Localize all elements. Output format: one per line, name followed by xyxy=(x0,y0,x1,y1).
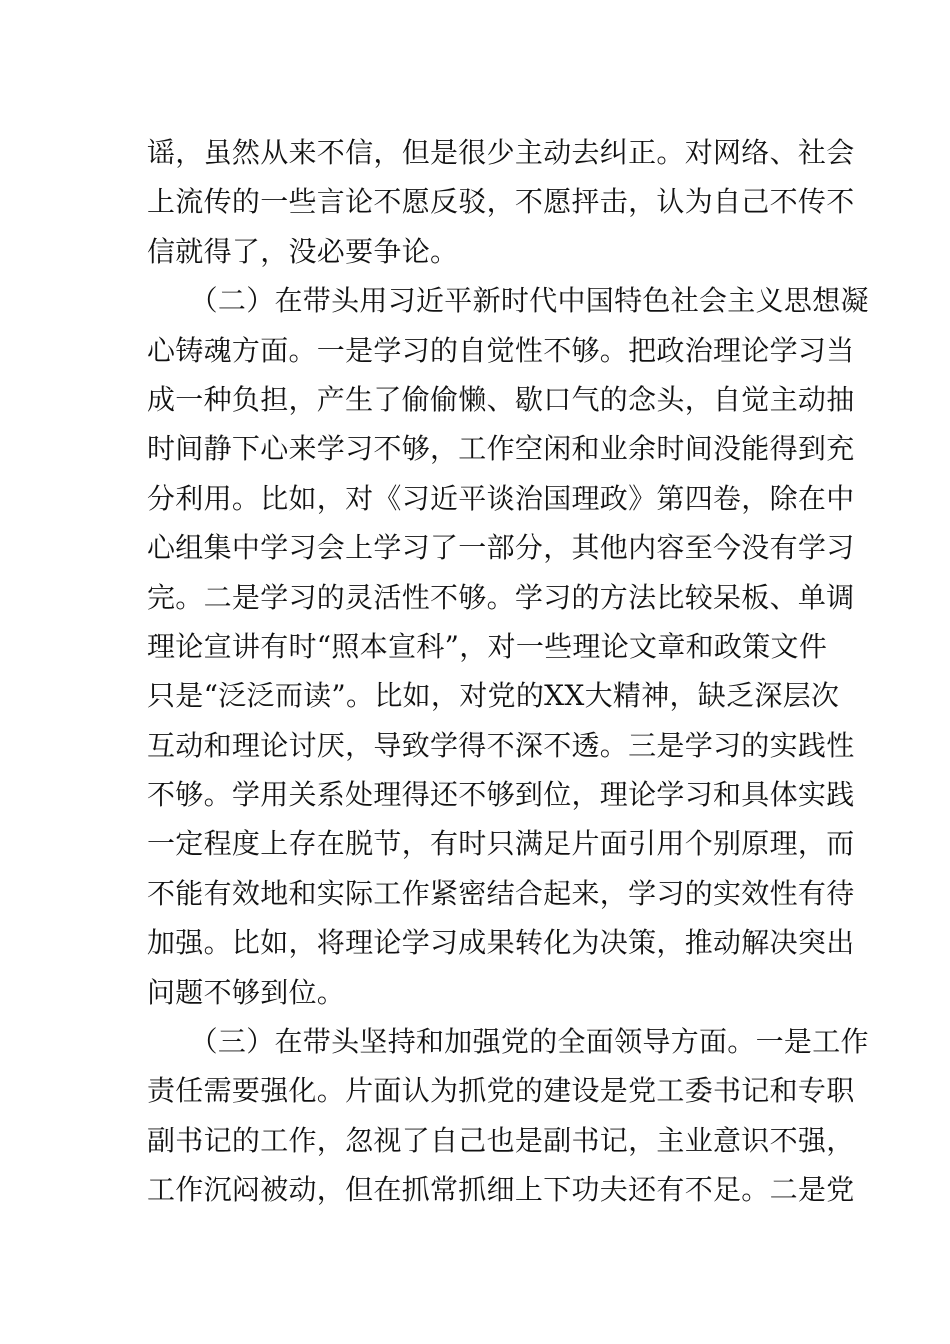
text-line: 理论宣讲有时“照本宣科”，对一些理论文章和政策文件 xyxy=(147,629,828,663)
text-line: 工作沉闷被动，但在抓常抓细上下功夫还有不足。二是党 xyxy=(147,1173,855,1207)
text-line: 问题不够到位。 xyxy=(147,975,346,1009)
text-line: 互动和理论讨厌，导致学得不深不透。三是学习的实践性 xyxy=(147,728,855,762)
text-line: 心铸魂方面。一是学习的自觉性不够。把政治理论学习当 xyxy=(147,333,855,367)
text-line: 责任需要强化。片面认为抓党的建设是党工委书记和专职 xyxy=(147,1074,855,1108)
text-line: 一定程度上存在脱节，有时只满足片面引用个别原理，而 xyxy=(147,827,855,861)
text-line: 不能有效地和实际工作紧密结合起来，学习的实效性有待 xyxy=(147,876,855,910)
text-line: 只是“泛泛而读”。比如，对党的XX大精神，缺乏深层次 xyxy=(147,679,840,713)
body-text xyxy=(147,128,869,1215)
text-line: （三）在带头坚持和加强党的全面领导方面。一是工作 xyxy=(147,1025,869,1059)
text-line: 时间静下心来学习不够，工作空闲和业余时间没能得到充 xyxy=(147,432,855,466)
text-line: 信就得了，没必要争论。 xyxy=(147,234,459,268)
text-line: 成一种负担，产生了偷偷懒、歇口气的念头，自觉主动抽 xyxy=(147,382,855,416)
text-line: 不够。学用关系处理得还不够到位，理论学习和具体实践 xyxy=(147,778,855,812)
text-line: 加强。比如，将理论学习成果转化为决策，推动解决突出 xyxy=(147,926,855,960)
text-line: 心组集中学习会上学习了一部分，其他内容至今没有学习 xyxy=(147,531,855,565)
text-line: 上流传的一些言论不愿反驳，不愿抨击，认为自己不传不 xyxy=(147,185,855,219)
text-line: 完。二是学习的灵活性不够。学习的方法比较呆板、单调 xyxy=(147,580,855,614)
text-line: 谣，虽然从来不信，但是很少主动去纠正。对网络、社会 xyxy=(147,136,855,169)
text-line: （二）在带头用习近平新时代中国特色社会主义思想凝 xyxy=(147,284,869,318)
text-line: 副书记的工作，忽视了自己也是副书记，主业意识不强， xyxy=(147,1123,855,1157)
text-line: 分利用。比如，对《习近平谈治国理政》第四卷，除在中 xyxy=(147,481,855,515)
